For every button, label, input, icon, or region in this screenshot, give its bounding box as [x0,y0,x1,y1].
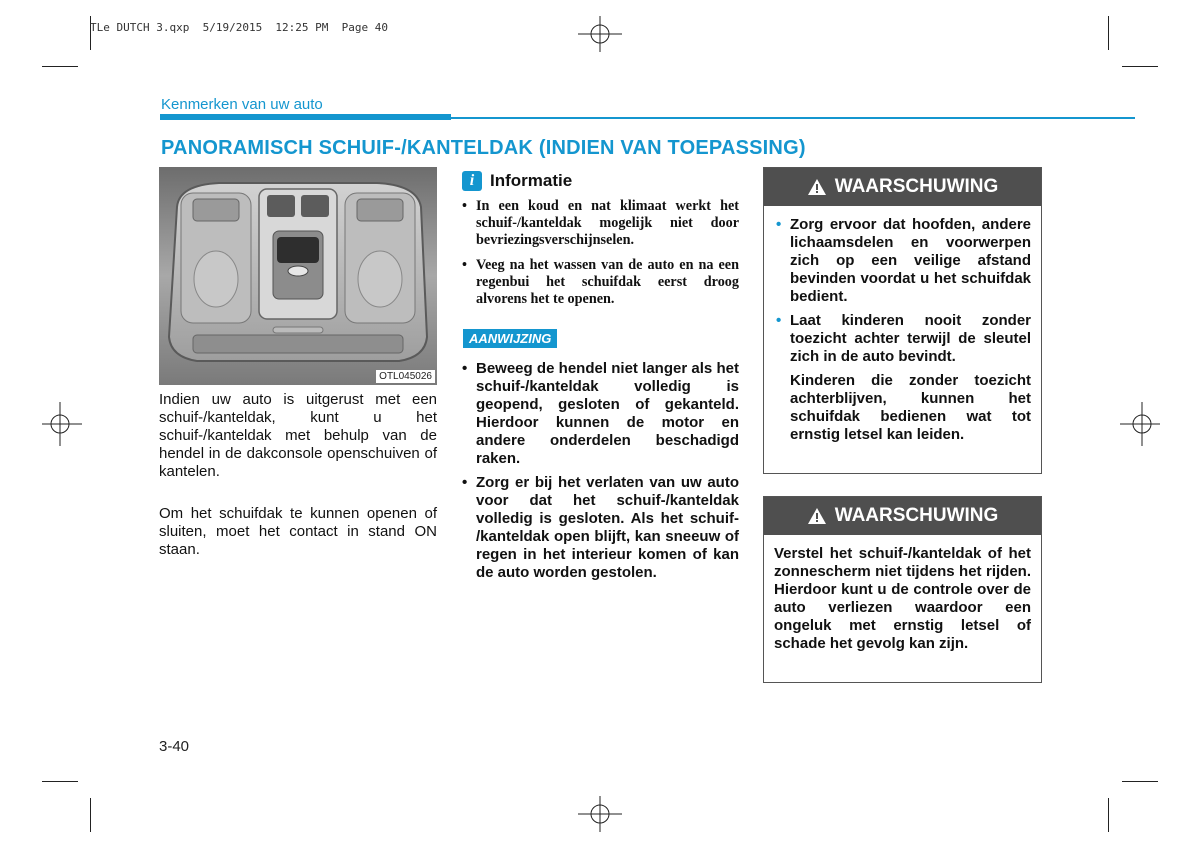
list-item: • Laat kinderen nooit zonder toezicht achter terwijl de sleutel zich in de auto bevindt. [774,312,1031,366]
registration-mark-right [1120,402,1160,446]
warning-list [774,216,1031,366]
warning-paragraph: Kinderen die zonder toezicht achterblijven, kunnen het schuifdak bedienen wat tot ernstig letsel kan leiden. [790,372,1031,443]
page-number: 3-40 [159,738,190,755]
info-icon: i [462,171,482,191]
warning-body [764,206,1041,444]
warning-header [764,497,1041,535]
notice-label: AANWIJZING [463,329,557,348]
section-rule [160,114,451,120]
warning-paragraph: Verstel het schuif-/kanteldak of het zonnescherm niet tijdens het rijden. Hierdoor kunt u de controle over de auto verliezen waardoor een ongeluk met ernstig letsel of schade het gevolg kan zijn. [774,545,1031,652]
warning-triangle-icon [807,178,827,196]
overhead-console-illustration [159,167,437,385]
figure-code: OTL045026 [376,370,435,383]
warning-title: WAARSCHUWING [834,505,999,526]
warning-box [763,496,1042,683]
section-label: Kenmerken van uw auto [161,96,323,113]
registration-mark-left [42,402,82,446]
warning-header [764,168,1041,206]
warning-box [763,167,1042,474]
section-rule-thin [451,117,1135,119]
overhead-console-photo [159,167,437,385]
contact-paragraph: Om het schuifdak te kunnen openen of sluiten, moet het contact in stand ON staan. [159,505,437,558]
registration-mark-top [578,16,622,52]
list-item: • Zorg ervoor dat hoofden, andere lichaamsdelen en voorwerpen zich op een veilige afstand bevinden voordat u het schuifdak bedient. [774,216,1031,306]
page-title: PANORAMISCH SCHUIF-/KANTELDAK (INDIEN VAN TOEPASSING) [161,137,806,159]
list-item: • Beweeg de hendel niet langer als het schuif-/kanteldak volledig is geopend, gesloten of gekanteld. Hierdoor kunnen de motor en andere onderdelen beschadigd raken. [460,360,739,468]
warning-triangle-icon [807,507,827,525]
warning-title: WAARSCHUWING [834,176,999,197]
print-header: TLe DUTCH 3.qxp 5/19/2015 12:25 PM Page 40 [90,21,389,34]
intro-paragraph: Indien uw auto is uitgerust met een schuif-/kanteldak, kunt u het schuif-/kanteldak met behulp van de hendel in de dakconsole openschuiven of kantelen. [159,391,437,480]
registration-mark-bottom [578,796,622,832]
list-item: • Zorg er bij het verlaten van uw auto voor dat het schuif-/kanteldak volledig is gesloten. Als het schuif- /kanteldak open blijft, kan sneeuw of regen in het interieur komen of kan de auto worden gestolen. [460,474,739,582]
notice-list [460,360,739,588]
info-title: Informatie [490,171,573,190]
list-item: • Veeg na het wassen van de auto en na een regenbui het schuifdak eerst droog alvorens het te openen. [460,257,739,308]
info-list [460,198,739,316]
list-item: • In een koud en nat klimaat werkt het schuif-/kanteldak mogelijk niet door bevriezingsverschijnselen. [460,198,739,249]
info-header [462,171,572,191]
